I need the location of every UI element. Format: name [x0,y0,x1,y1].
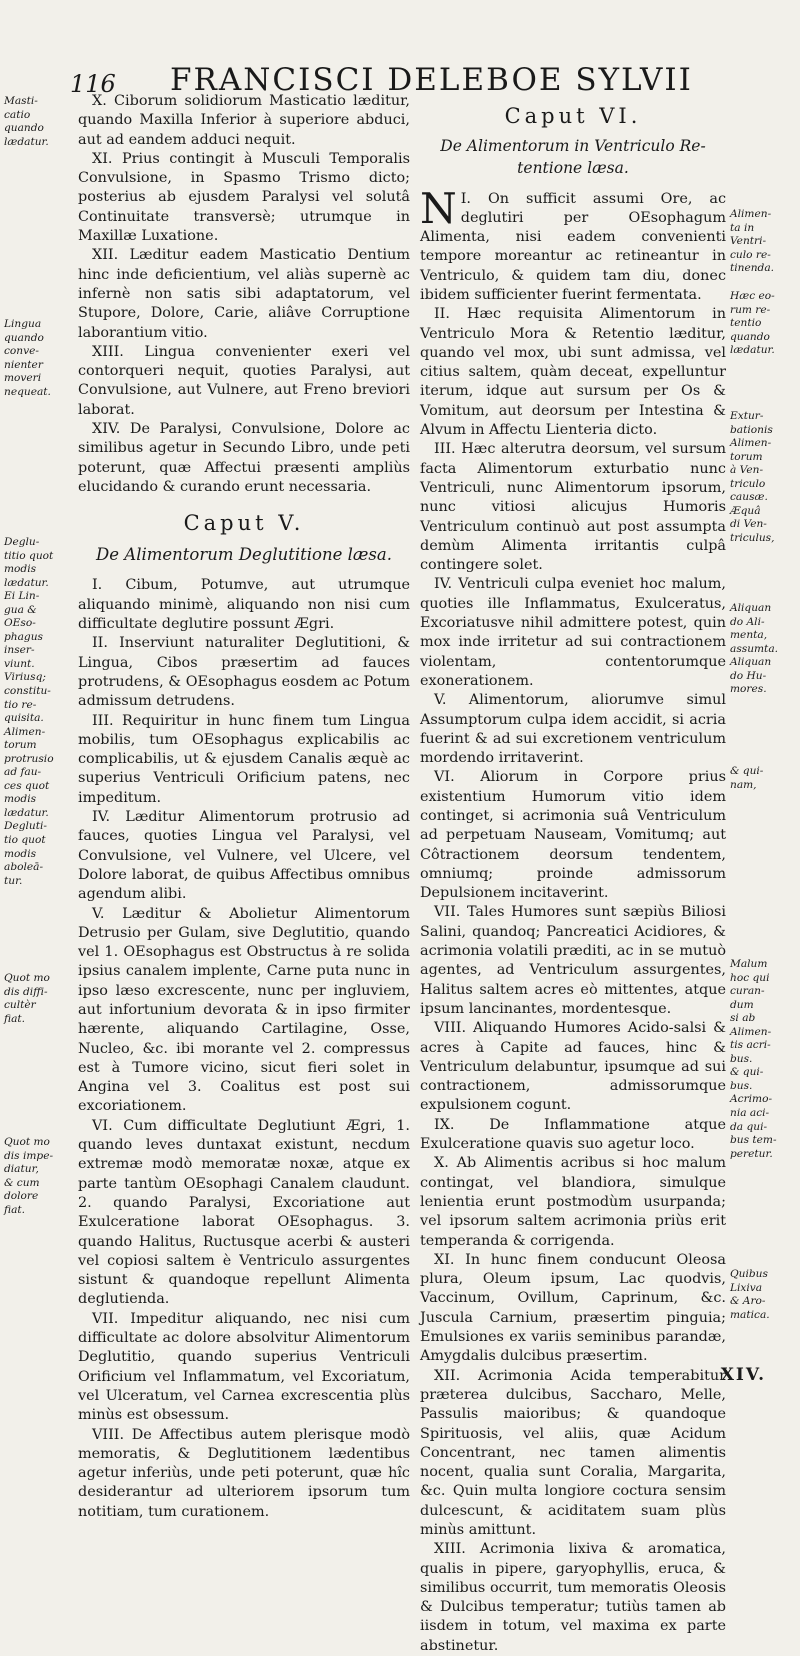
paragraph: III. Hæc alterutra deorsum, vel sursum facta Alimentorum exturbatio nunc Ventriculi, nunc Alimentorum ipsorum, nunc vitiosi alicujus Humoris Ventriculum continuò aut post assumpta demùm Alimenta irritantis culpâ contingere solet. [420,441,726,574]
chapter-title: Caput V. [183,511,305,536]
paragraph: IV. Ventriculi culpa eveniet hoc malum, quoties ille Inflammatus, Exulceratus, Excoriatusve nihil admittere potest, quin mox inde irritetur ad sui contractionem violentam, contentorumque exonerationem. [420,576,726,689]
paragraph: II. Hæc requisita Alimentorum in Ventriculo Mora & Retentio læditur, quando vel mox, ubi sunt admissa, vel citius saltem, quàm deceat, expelluntur iterum, idque aut sursum per Os & Vomitum, aut deorsum per Intestina & Alvum in Affectu Lienteria dicto. [420,306,726,439]
margin-note: Quot mo dis diffi- cultèr fiat. [4,972,50,1025]
margin-note: Quibus Lixiva & Aro- matica. [730,1268,770,1321]
chapter-subtitle-line: De Alimentorum in Ventriculo Re- [440,137,706,156]
left-column [78,92,410,1522]
paragraph: II. Inserviunt naturaliter Deglutitioni, & Lingua, Cibos præsertim ad fauces protrudens, & OEsophagus eosdem ac Potum admissum detrudens. [78,635,410,710]
margin-note: Deglu- titio quot modis lædatur. Ei Lin- gua & OEso- phagus inser- viunt. Viriusq; constitu- tio re- quisita. Alimen- torum protrusio ad fau- ces quot modis lædatur. Degluti- tio quot modis aboleā- tur. [4,536,54,887]
paragraph: V. Alimentorum, aliorumve simul Assumptorum culpa idem accidit, si acria fuerint & ad sui excretionem ventriculum mordendo irritaverint. [420,692,726,767]
right-column [420,92,726,1656]
paragraph: XIII. Acrimonia lixiva & aromatica, qualis in pipere, garyophyllis, eruca, & similibus occurrit, tum memoratis Oleosis & Dulcibus temperatur; tutiùs tamen ab iisdem in totum, vel maxima ex parte abstinetur. [420,1541,726,1654]
page-number: 116 [70,70,116,98]
paragraph: XI. In hunc finem conducunt Oleosa plura, Oleum ipsum, Lac quodvis, Vaccinum, Ovillum, Caprinum, &c. Juscula Carnium, præsertim pinguia; Emulsiones ex variis seminibus parandæ, Amygdalis dulcibus præsertim. [420,1251,726,1365]
paragraph: VIII. De Affectibus autem plerisque modò memoratis, & Deglutitionem lædentibus agetur inferiùs, unde peti poterunt, quæ hîc desiderantur ad ulteriorem ipsorum tum notitiam, tum curationem. [78,1426,410,1520]
paragraph: XIII. Lingua convenienter exeri vel contorqueri nequit, quoties Paralysi, aut Convulsione, aut Vulnere, aut Freno breviori laborat. [78,343,410,418]
paragraph: VI. Aliorum in Corpore prius existentium Humorum vitio idem continget, si acrimonia suâ Ventriculum ad perpetuam Nauseam, Vomitumq; aut Côtractionem deorsum tendentem, omniumq; proinde admissorum Depulsionem incitaverint. [420,769,726,902]
chapter-subtitle [420,136,726,179]
catchword: XIV. [720,1365,766,1385]
paragraph: X. Ciborum solidiorum Masticatio læditur, quando Maxilla Inferior à superiore abduci, aut ad eandem adduci nequit. [78,93,410,148]
paragraph: XII. Læditur eadem Masticatio Dentium hinc inde deficientium, vel aliàs supernè ac infernè non satis sibi adaptatorum, vel Stupore, Dolore, Carie, aliâve Corruptione laborantium vitio. [78,247,410,341]
paragraph: X. Ab Alimentis acribus si hoc malum contingat, vel blandiora, simulque lenientia erunt postmodùm usurpanda; vel ipsorum saltem acrimonia priùs erit temperanda & corrigenda. [420,1155,726,1249]
paragraph: XIV. De Paralysi, Convulsione, Dolore ac similibus agetur in Secundo Libro, unde peti poterunt, quæ Affectui præsenti ampliùs elucidando & curando erunt necessaria. [78,421,410,495]
paragraph: I. Cibum, Potumve, aut utrumque aliquando minimè, aliquando non nisi cum difficultate deglutire possunt Ægri. [78,577,410,633]
paragraph: III. Requiritur in hunc finem tum Lingua mobilis, tum OEsophagus explicabilis ac complicabilis, ut & ejusdem Canalis æquè ac superius Ventriculi Orificium patens, nec impeditum. [78,712,410,806]
paragraph: IX. De Inflammatione atque Exulceratione quavis suo agetur loco. [420,1116,726,1153]
paragraph-text: On sufficit assumi Ore, ac deglutiri per OEsophagum Alimenta, nisi eadem convenienti tempore moreantur ac retineantur in Ventriculo, & quidem tam diu, donec ibidem sufficienter fuerint fermentata. [420,190,727,303]
drop-capital: N [420,183,457,233]
paragraph: VIII. Aliquando Humores Acido-salsi & acres à Capite ad fauces, hinc & Ventriculum delabuntur, ipsumque ad sui contractionem, admissorumque expulsionem cogunt. [420,1020,726,1114]
paragraph: V. Læditur & Abolietur Alimentorum Detrusio per Gulam, sive Deglutitio, quando vel 1. OEsophagus est Obstructus à re solida ipsius canalem implente, Carne puta nunc in ipso læso excrescente, nunc per ingluviem, aut infortunium devorata & in ipso firmiter hærente, aliquando Cartilagine, Osse, Nucleo, &c. ibi morante vel 2. compressus est à Tumore vicino, sicut fieri solet in Angina vel 3. Coalitus est post sui excoriationem. [78,905,410,1115]
margin-note: Hæc eo- rum re- tentio quando lædatur. [730,290,775,357]
margin-note: Masti- catio quando lædatur. [4,95,49,148]
margin-note: & qui- nam, [730,765,764,791]
margin-note: Malum hoc qui curan- dum si ab Alimen- tis acri- bus. & qui- bus. Acrimo- nia aci- da qui- bus tem- peretur. [730,958,777,1160]
margin-note: Extur- bationis Alimen- torum à Ven- triculo causæ. Æquâ di Ven- triculus, [730,410,775,544]
running-head: FRANCISCI DELEBOE SYLVII [170,62,693,98]
margin-note: Alimen- ta in Ventri- culo re- tinenda. [730,208,775,275]
margin-note: Lingua quando conve- nienter moveri nequeat. [4,318,51,398]
chapter-subtitle-line: tentione læsa. [517,158,629,177]
paragraph: XI. Prius contingit à Musculi Temporalis Convulsione, in Spasmo Trismo dicto; posterius ab ejusdem Paralysi vel solutâ Continuitate transversè; utrumque in Maxillæ Luxatione. [78,150,410,245]
paragraph: VII. Tales Humores sunt sæpiùs Biliosi Salini, quandoq; Pancreatici Acidiores, & acrimonia volatili præditi, ac in se mutuò agentes, ad Ventriculum assurgentes, Halitus saltem acres eò mittentes, atque ipsum lancinantes, mordentesque. [420,904,726,1017]
paragraph: VI. Cum difficultate Deglutiunt Ægri, 1. quando leves duntaxat existunt, necdum extremæ modò memoratæ noxæ, atque ex parte tantùm OEsophagi Canalem claudunt. 2. quando Paralysi, Excoriatione aut Exulceratione laborat OEsophagus. 3. quando Halitus, Ructusque acerbi & austeri vel copiosi saltem è Ventriculo assurgentes sistunt & quandoque repellunt Alimenta deglutienda. [78,1117,410,1308]
chapter-title: Caput VI. [504,104,642,128]
paragraph: VII. Impeditur aliquando, nec nisi cum difficultate ac dolore absolvitur Alimentorum Deglutitio, quando superius Ventriculi Orificium vel Inflammatum, vel Excoriatum, vel Ulceratum, vel Carnea excrescentia plùs minùs est obsessum. [78,1310,410,1424]
margin-note: Aliquan do Ali- menta, assumta. Aliquan do Hu- mores. [730,602,778,696]
chapter-subtitle: De Alimentorum Deglutitione læsa. [96,545,392,565]
paragraph: XII. Acrimonia Acida temperabitur præterea dulcibus, Saccharo, Melle, Passulis maioribus; & quandoque Spirituosis, vel aliis, quæ Acidum Concentrant, nec tamen alimentis nocent, qualia sunt Coralia, Margarita, &c. Quin multa longiore coctura sensim dulcescunt, & aciditatem suam plùs minùs amittunt. [420,1367,726,1538]
paragraph-number: I. [460,190,472,207]
paragraph [420,183,727,306]
paragraph: IV. Læditur Alimentorum protrusio ad fauces, quoties Lingua vel Paralysi, vel Convulsione, vel Vulnere, vel Ulcere, vel Dolore laborat, de quibus Affectibus omnibus agendum alibi. [78,809,410,903]
margin-note: Quot mo dis impe- diatur, & cum dolore fiat. [4,1136,54,1216]
